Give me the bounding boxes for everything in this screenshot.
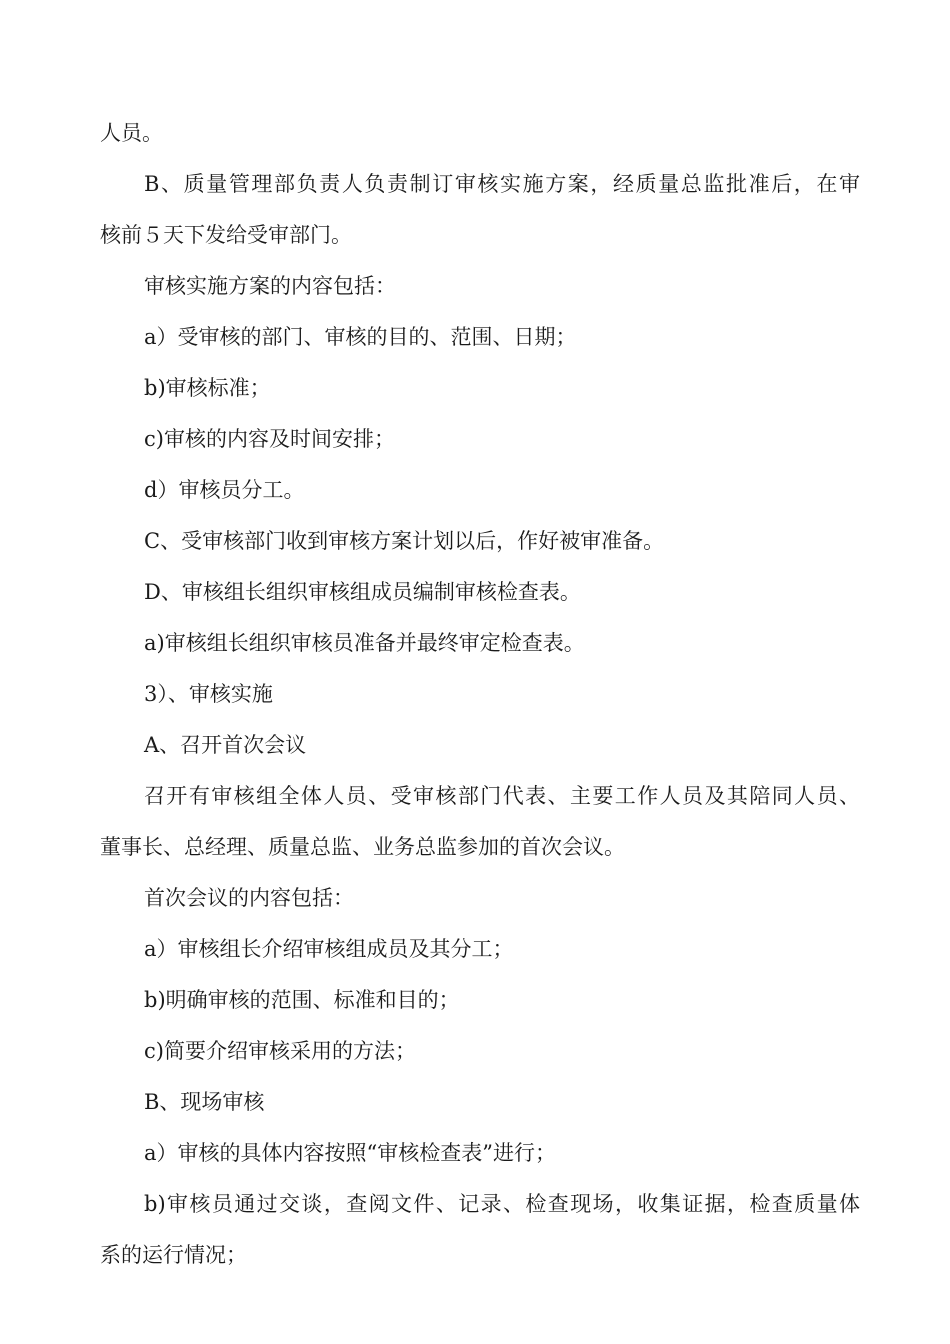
paragraph-line: d）审核员分工。: [144, 478, 305, 502]
subsection-heading: A、召开首次会议: [144, 733, 307, 757]
paragraph-line: 人员。: [100, 121, 163, 145]
section-heading: 3）、审核实施: [144, 682, 273, 706]
paragraph-line: b)审核员通过交谈，查阅文件、记录、检查现场，收集证据，检查质量体: [144, 1192, 860, 1216]
paragraph-line: c)审核的内容及时间安排；: [144, 427, 395, 451]
paragraph-line: a）受审核的部门、审核的目的、范围、日期；: [144, 325, 577, 349]
paragraph-line: 首次会议的内容包括：: [144, 886, 354, 910]
paragraph-line: a）审核的具体内容按照“审核检查表”进行；: [144, 1141, 556, 1165]
paragraph-line: 召开有审核组全体人员、受审核部门代表、主要工作人员及其陪同人员、: [144, 784, 860, 808]
paragraph-line: C、受审核部门收到审核方案计划以后，作好被审准备。: [144, 529, 665, 553]
paragraph-line: b)明确审核的范围、标准和目的；: [144, 988, 460, 1012]
paragraph-line: 系的运行情况；: [100, 1243, 247, 1267]
paragraph-line: 审核实施方案的内容包括：: [144, 274, 396, 298]
document-body: [100, 108, 860, 1281]
subsection-heading: B、现场审核: [144, 1090, 265, 1114]
paragraph-line: a)审核组长组织审核员准备并最终审定检查表。: [144, 631, 585, 655]
paragraph-line: 核前５天下发给受审部门。: [100, 223, 352, 247]
paragraph-line: b)审核标准；: [144, 376, 271, 400]
paragraph-line: 董事长、总经理、质量总监、业务总监参加的首次会议。: [100, 835, 625, 859]
paragraph-line: c)简要介绍审核采用的方法；: [144, 1039, 416, 1063]
paragraph-line: a）审核组长介绍审核组成员及其分工；: [144, 937, 514, 961]
paragraph-line: B、质量管理部负责人负责制订审核实施方案，经质量总监批准后，在审: [144, 172, 860, 196]
paragraph-line: D、审核组长组织审核组成员编制审核检查表。: [144, 580, 581, 604]
